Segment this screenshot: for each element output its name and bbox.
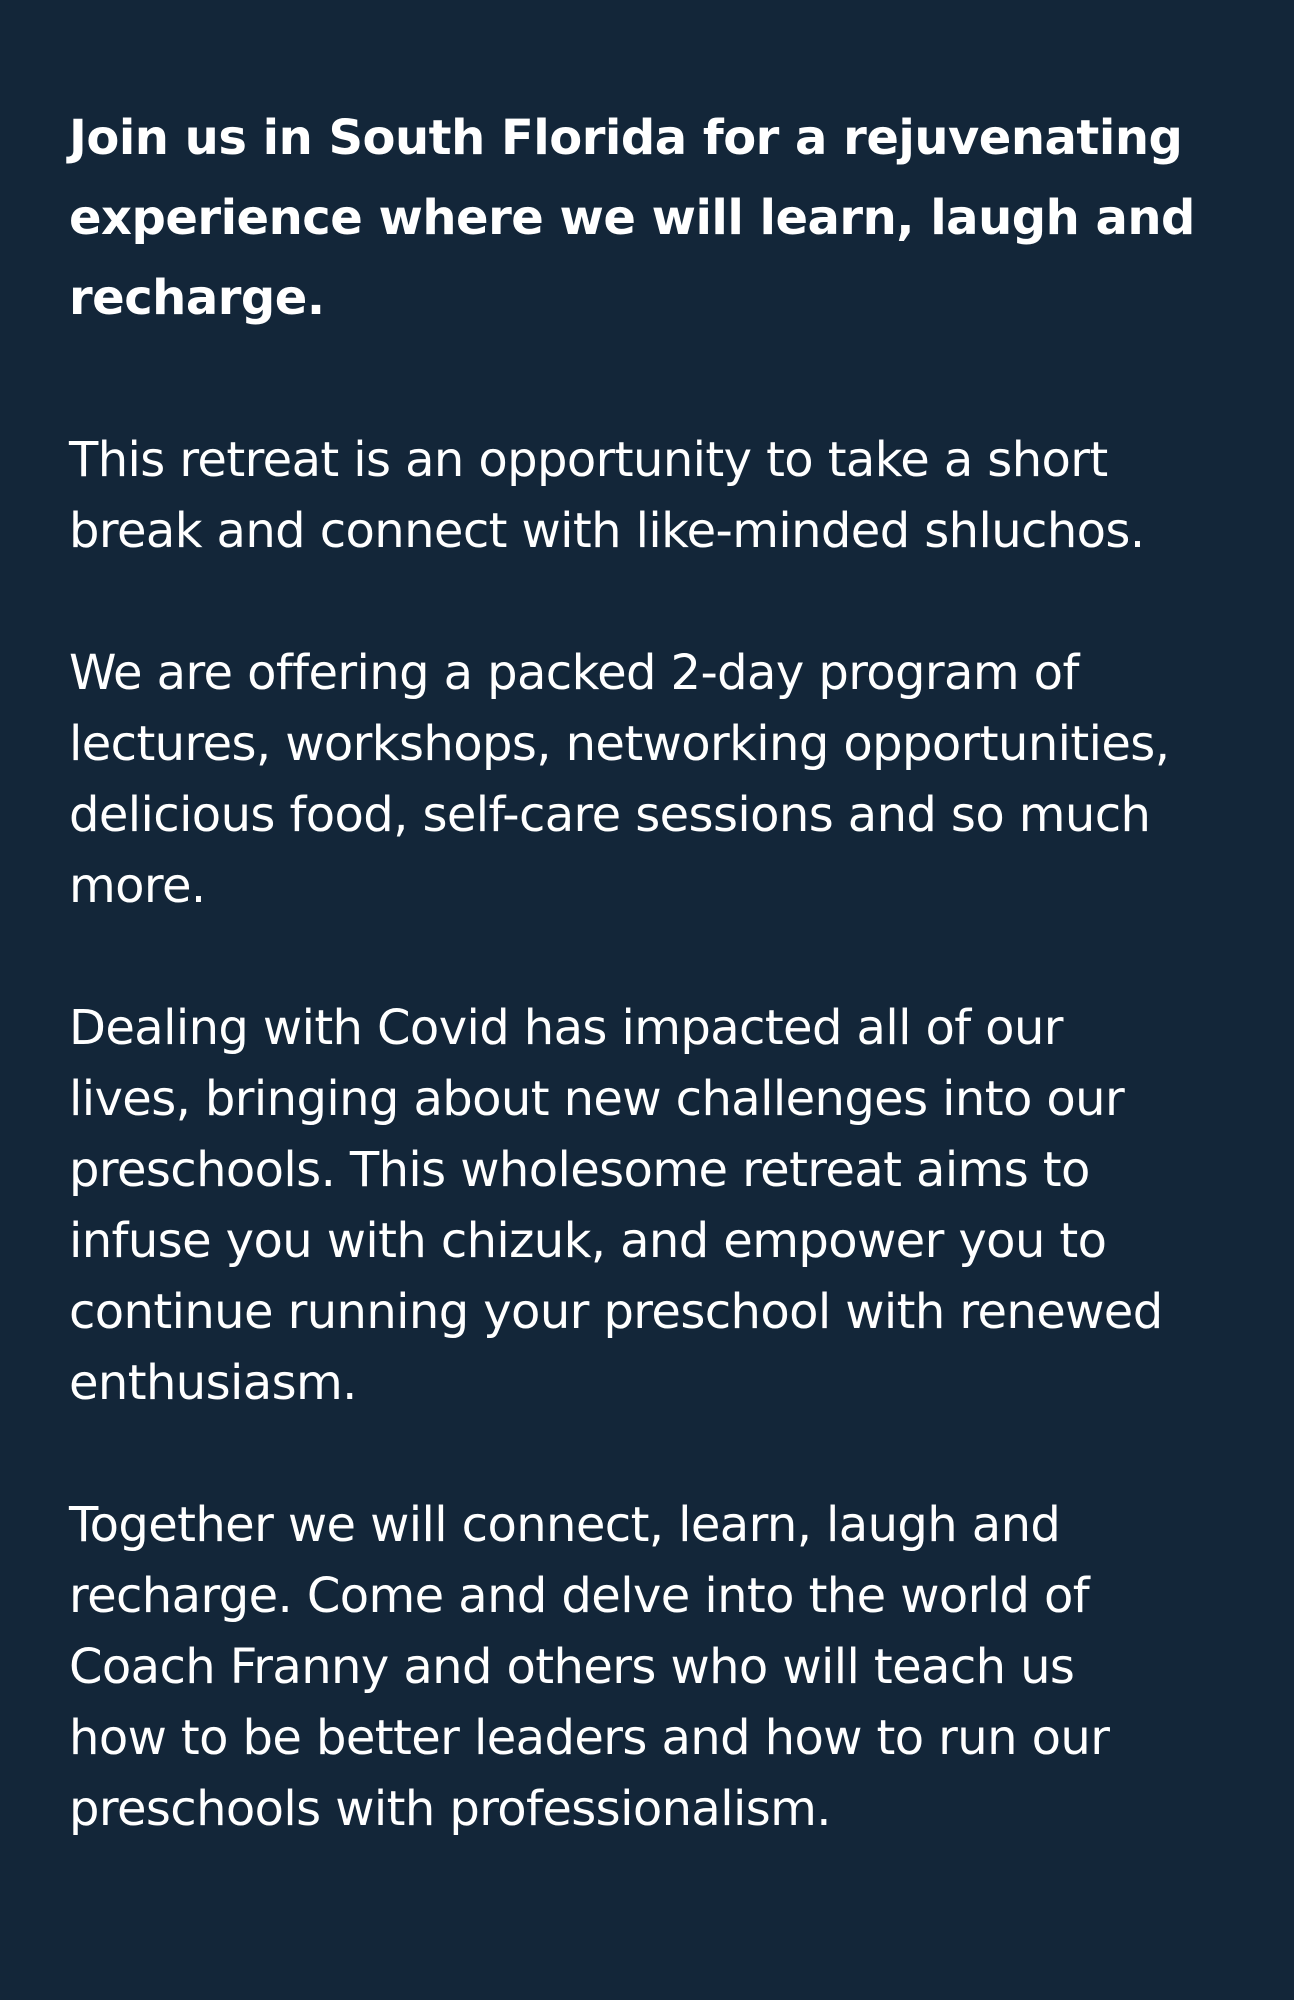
paragraph-line: Together we will connect, learn, laugh and [69,1497,1061,1553]
paragraph-line: We are offering a packed 2-day program of [69,645,1079,701]
paragraph-line: This retreat is an opportunity to take a short [69,432,1108,488]
paragraph-line: preschools. This wholesome retreat aims to [69,1142,1090,1198]
paragraph-line: lives, bringing about new challenges into our [69,1071,1125,1127]
paragraph-retreat-opportunity [69,425,1249,567]
paragraph-line: preschools with professionalism. [69,1781,831,1837]
paragraph-line: more. [69,858,206,914]
paragraph-covid [69,993,1249,1419]
headline-line: Join us in South Florida for a rejuvenating [69,110,1183,166]
paragraph-line: lectures, workshops, networking opportunities, [69,716,1170,772]
headline-line: experience where we will learn, laugh and [69,190,1195,246]
paragraph-program [69,638,1249,922]
paragraph-line: break and connect with like-minded shluchos. [69,503,1145,559]
paragraph-line: Coach Franny and others who will teach us [69,1639,1075,1695]
paragraph-line: how to be better leaders and how to run our [69,1710,1110,1766]
paragraph-line: continue running your preschool with renewed [69,1284,1163,1340]
headline [69,98,1239,338]
paragraph-line: infuse you with chizuk, and empower you to [69,1213,1107,1269]
paragraph-line: delicious food, self-care sessions and so much [69,787,1151,843]
paragraph-line: enthusiasm. [69,1355,357,1411]
headline-line: recharge. [69,270,325,326]
paragraph-line: Dealing with Covid has impacted all of our [69,1000,1063,1056]
paragraph-together [69,1490,1249,1845]
paragraph-line: recharge. Come and delve into the world of [69,1568,1090,1624]
